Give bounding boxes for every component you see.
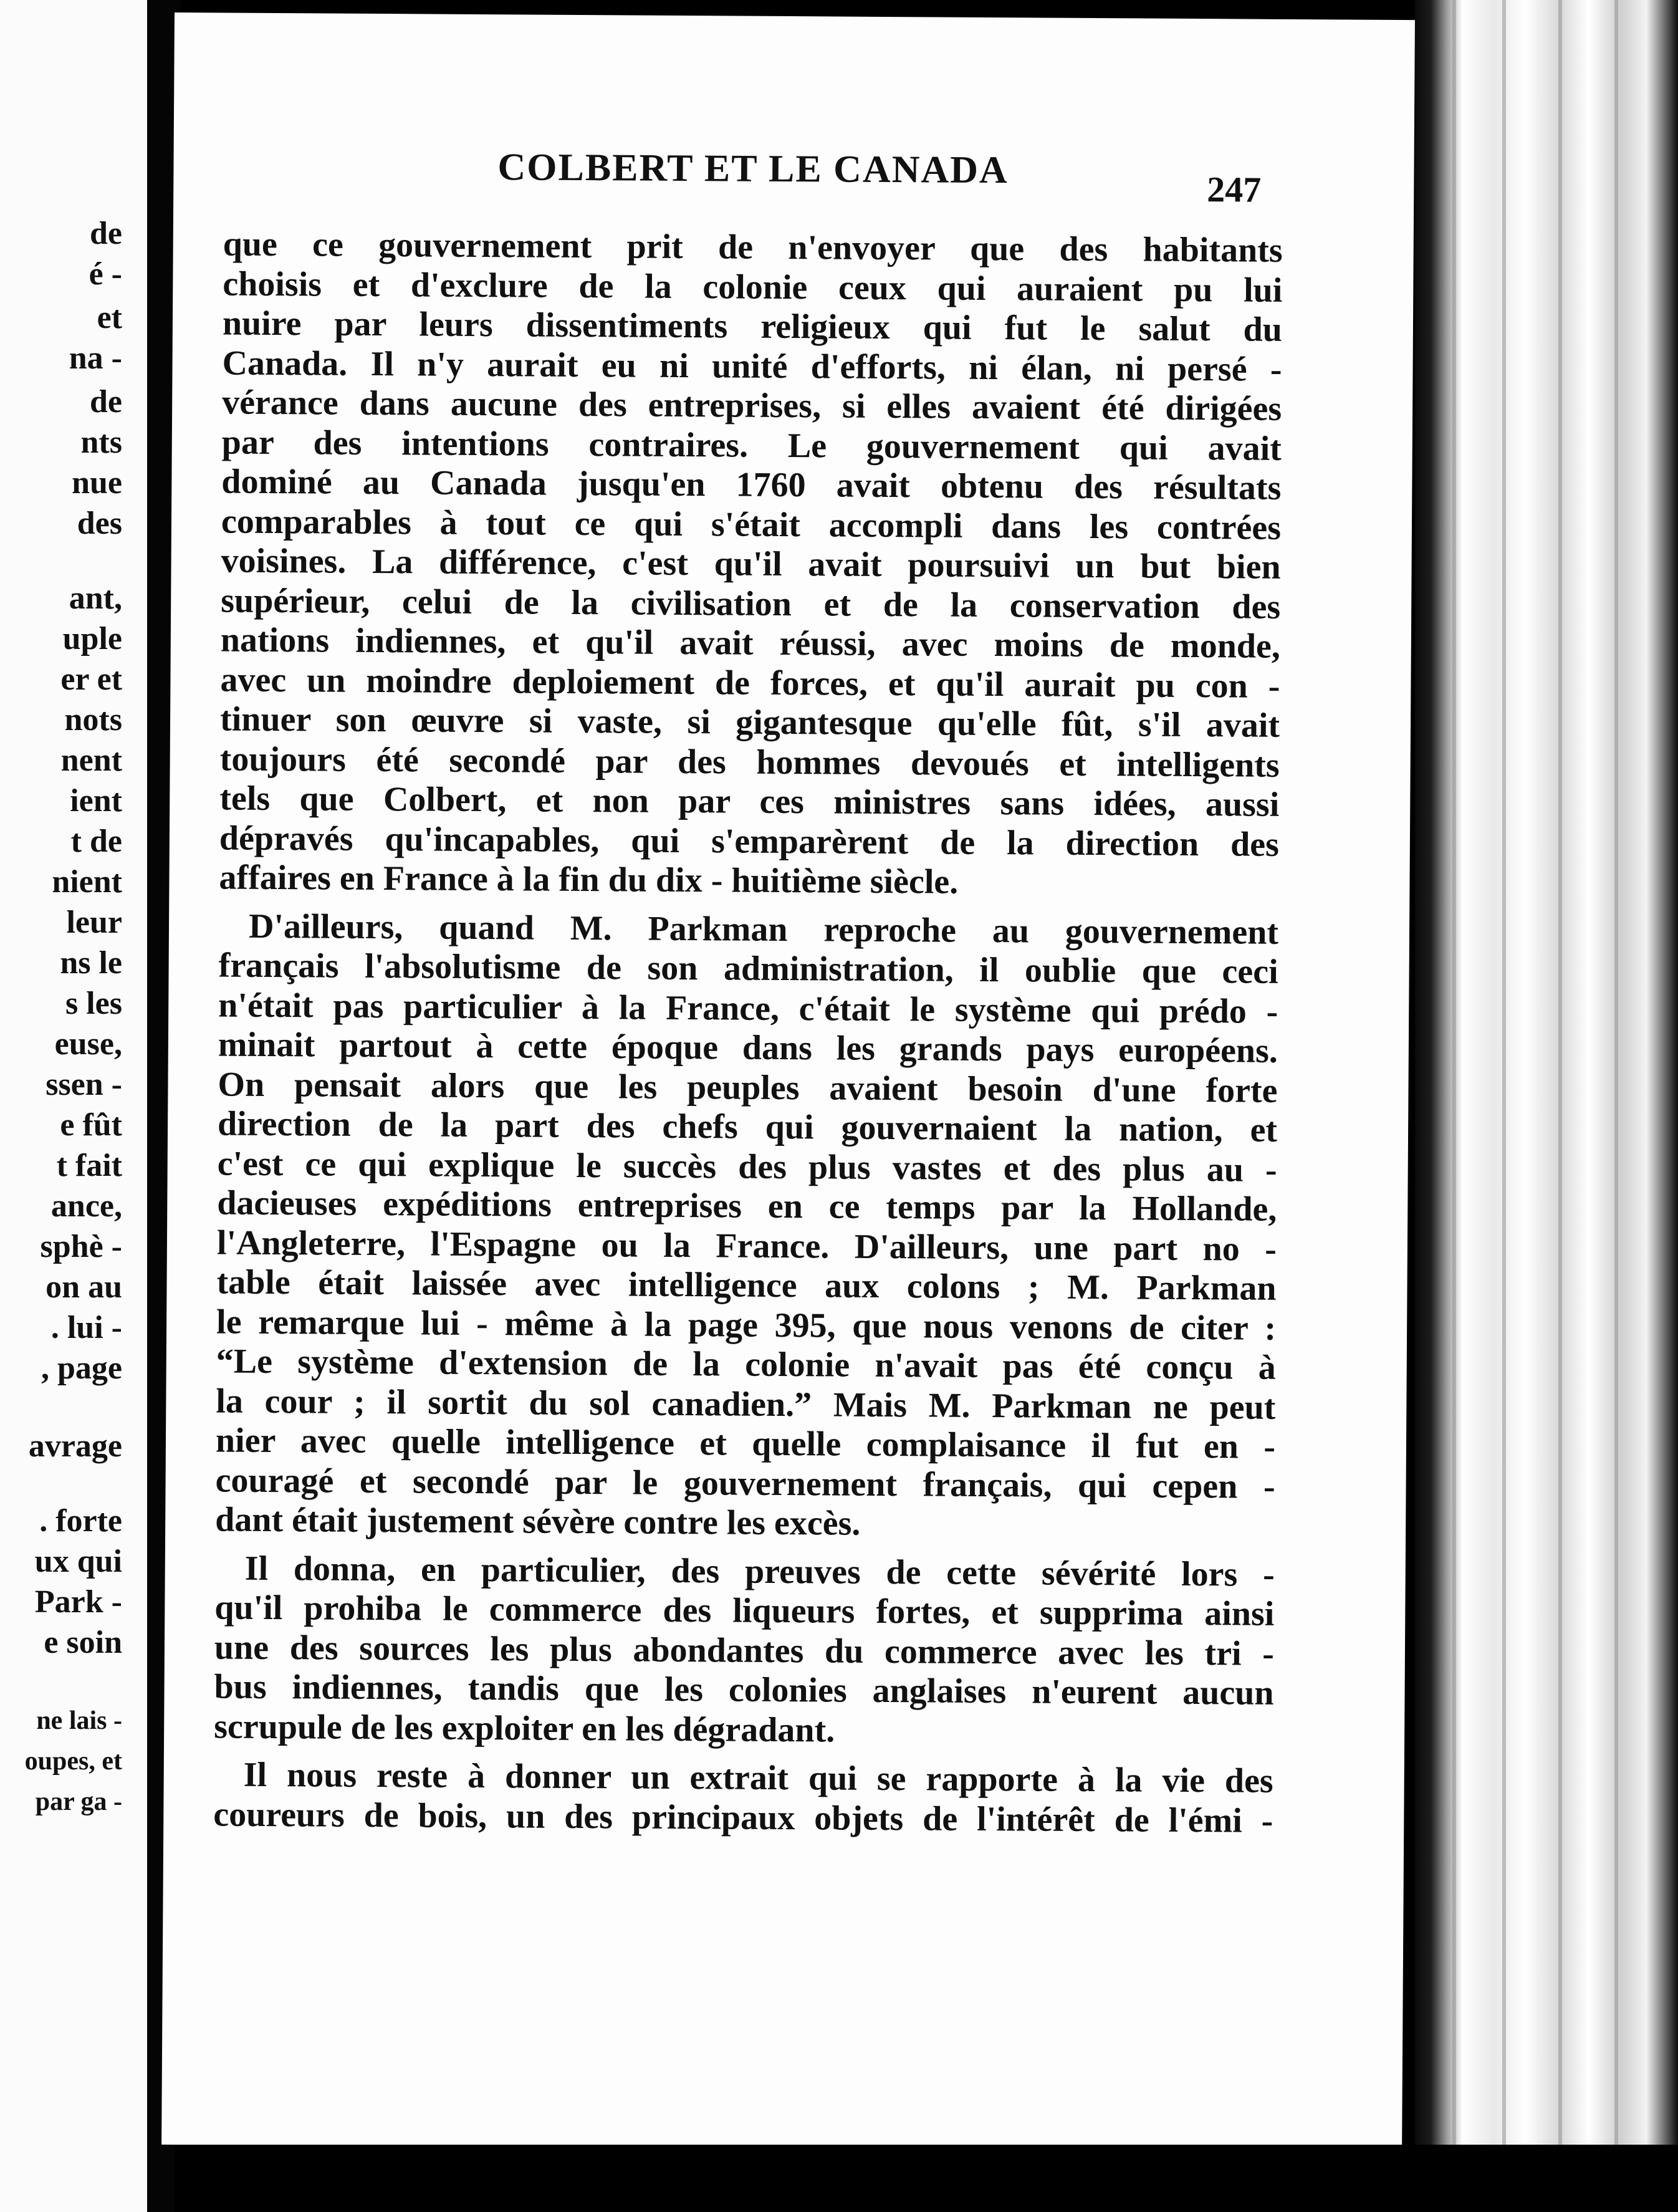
page-number: 247 — [1207, 169, 1262, 210]
left-page-line: nots — [64, 702, 122, 738]
edge-stripe — [1452, 0, 1456, 2212]
left-page-line: ux qui — [34, 1544, 122, 1579]
text-line: comparables à tout ce qui s'était accompli dans les contrées — [221, 501, 1282, 547]
text-line: l'Angleterre, l'Espagne ou la France. D'ailleurs, une part no - — [216, 1223, 1277, 1269]
text-line: direction de la part des chefs qui gouvernaient la nation, et — [217, 1104, 1278, 1150]
text-line: toujours été secondé par des hommes devoués et intelligents — [219, 739, 1280, 785]
paragraph — [214, 1549, 1275, 1753]
page-header — [173, 143, 1414, 210]
left-page-line: nient — [52, 864, 122, 900]
text-line: français l'absolutisme de son administration, il oublie que ceci — [218, 946, 1278, 991]
text-line: minait partout à cette époque dans les grands pays européens. — [218, 1025, 1278, 1070]
left-page-line: t fait — [56, 1148, 122, 1183]
text-line: nier avec quelle intelligence et quelle complaisance il fut en - — [215, 1421, 1276, 1466]
left-page-line: et — [97, 300, 122, 335]
left-page-line: t de — [70, 824, 122, 859]
paragraph — [215, 906, 1278, 1546]
edge-stripe — [1502, 0, 1506, 2212]
left-page-line: er et — [60, 661, 122, 697]
text-line: avec un moindre deploiement de forces, et qu'il aurait pu con - — [220, 660, 1280, 706]
text-line: supérieur, celui de la civilisation et de la conservation des — [221, 580, 1281, 627]
text-line: coureurs de bois, un des principaux objets de l'intérêt de l'émi - — [213, 1794, 1273, 1840]
text-line: choisis et d'exclure de la colonie ceux qui auraient pu lui — [223, 264, 1283, 310]
text-line: bus indiennes, tandis que les colonies anglaises n'eurent aucun — [214, 1667, 1274, 1713]
text-line: D'ailleurs, quand M. Parkman reproche au gouvernement — [248, 906, 1279, 952]
left-page-line: on au — [46, 1269, 122, 1305]
left-page-line: avrage — [28, 1428, 122, 1464]
left-page-line: ant, — [69, 580, 122, 616]
text-line: dacieuses expéditions entreprises en ce temps par la Hollande, — [217, 1183, 1277, 1229]
left-page-line: ns le — [60, 945, 122, 981]
page-fore-edge — [1415, 0, 1678, 2212]
text-line: nuire par leurs dissentiments religieux qui fut le salut du — [222, 304, 1283, 349]
edge-stripe — [1558, 0, 1562, 2212]
paragraph — [213, 1755, 1273, 1840]
text-line: couragé et secondé par le gouvernement français, qui cepen - — [215, 1460, 1275, 1506]
left-page-line: e soin — [44, 1625, 122, 1660]
text-line: affaires en France à la fin du dix - huitième siècle. — [219, 858, 959, 902]
left-page-line: uple — [62, 621, 122, 656]
left-page-line: leur — [66, 905, 122, 940]
text-line: dépravés qu'incapables, qui s'emparèrent de la direction des — [219, 818, 1280, 864]
left-page-line: oupes, et — [24, 1747, 122, 1776]
left-page-line: euse, — [54, 1026, 122, 1062]
text-line: une des sources les plus abondantes du commerce avec les tri - — [214, 1627, 1275, 1673]
text-line: que ce gouvernement prit de n'envoyer que des habitants — [223, 224, 1283, 270]
left-page-line: par ga - — [35, 1787, 122, 1816]
left-page-line: , page — [41, 1350, 122, 1386]
left-page-line: nue — [72, 465, 122, 501]
text-line: par des intentions contraires. Le gouvernement qui avait — [221, 422, 1282, 468]
text-line: tinuer son œuvre si vaste, si gigantesque qu'elle fût, s'il avait — [219, 700, 1280, 745]
text-line: Canada. Il n'y aurait eu ni unité d'efforts, ni élan, ni persé - — [222, 343, 1282, 389]
text-line: c'est ce qui explique le succès des plus vastes et des plus au - — [217, 1143, 1277, 1190]
text-line: scrupule de les exploiter en les dégradant. — [214, 1706, 835, 1750]
left-facing-page — [0, 0, 147, 2212]
left-page-line: ne lais - — [36, 1706, 122, 1735]
text-line: n'était pas particulier à la France, c'était le système qui prédo - — [218, 985, 1278, 1031]
left-page-line: . forte — [39, 1503, 122, 1539]
left-page-line: des — [77, 506, 122, 541]
page-247 — [161, 12, 1415, 2152]
left-page-line: . lui - — [50, 1310, 122, 1345]
text-line: On pensait alors que les peuples avaient besoin d'une forte — [218, 1064, 1278, 1110]
left-page-line: é - — [89, 256, 122, 292]
text-line: vérance dans aucune des entreprises, si elles avaient été dirigées — [221, 383, 1282, 428]
running-title: COLBERT ET LE CANADA — [497, 146, 1009, 192]
left-page-line: ssen - — [46, 1067, 122, 1102]
text-line: dominé au Canada jusqu'en 1760 avait obtenu des résultats — [221, 462, 1282, 507]
paragraph — [219, 224, 1283, 904]
text-line: “Le système d'extension de la colonie n'avait pas été conçu à — [216, 1342, 1276, 1387]
left-page-line: de — [90, 216, 122, 251]
left-page-line: Park - — [34, 1584, 122, 1620]
left-page-line: e fût — [60, 1107, 122, 1143]
text-line: Il donna, en particulier, des preuves de cette sévérité lors - — [244, 1549, 1275, 1594]
edge-stripe — [1614, 0, 1618, 2212]
left-page-line: ance, — [50, 1188, 122, 1224]
left-page-line: sphè - — [40, 1229, 122, 1264]
text-line: dant était justement sévère contre les excès. — [215, 1500, 861, 1543]
body-text — [213, 224, 1283, 1840]
scan-bottom-border — [175, 2145, 1678, 2212]
left-page-line: nts — [80, 425, 122, 460]
text-line: le remarque lui - même à la page 395, que nous venons de citer : — [216, 1302, 1277, 1348]
text-line: Il nous reste à donner un extrait qui se rapporte à la vie des — [243, 1755, 1273, 1801]
text-line: table était laissée avec intelligence aux colons ; M. Parkman — [216, 1262, 1277, 1308]
text-line: nations indiennes, et qu'il avait réussi, avec moins de monde, — [220, 620, 1281, 666]
left-page-line: na - — [69, 340, 122, 376]
left-page-line: nent — [60, 743, 122, 778]
left-page-line: de — [90, 384, 122, 420]
text-line: la cour ; il sortit du sol canadien.” Mais M. Parkman ne peut — [216, 1381, 1276, 1427]
left-page-line: s les — [65, 986, 122, 1021]
text-line: voisines. La différence, c'est qu'il avait poursuivi un but bien — [221, 541, 1281, 587]
left-page-line: ient — [70, 783, 122, 819]
text-line: tels que Colbert, et non par ces ministres sans idées, aussi — [219, 779, 1280, 824]
text-line: qu'il prohiba le commerce des liqueurs fortes, et supprima ainsi — [214, 1588, 1275, 1633]
